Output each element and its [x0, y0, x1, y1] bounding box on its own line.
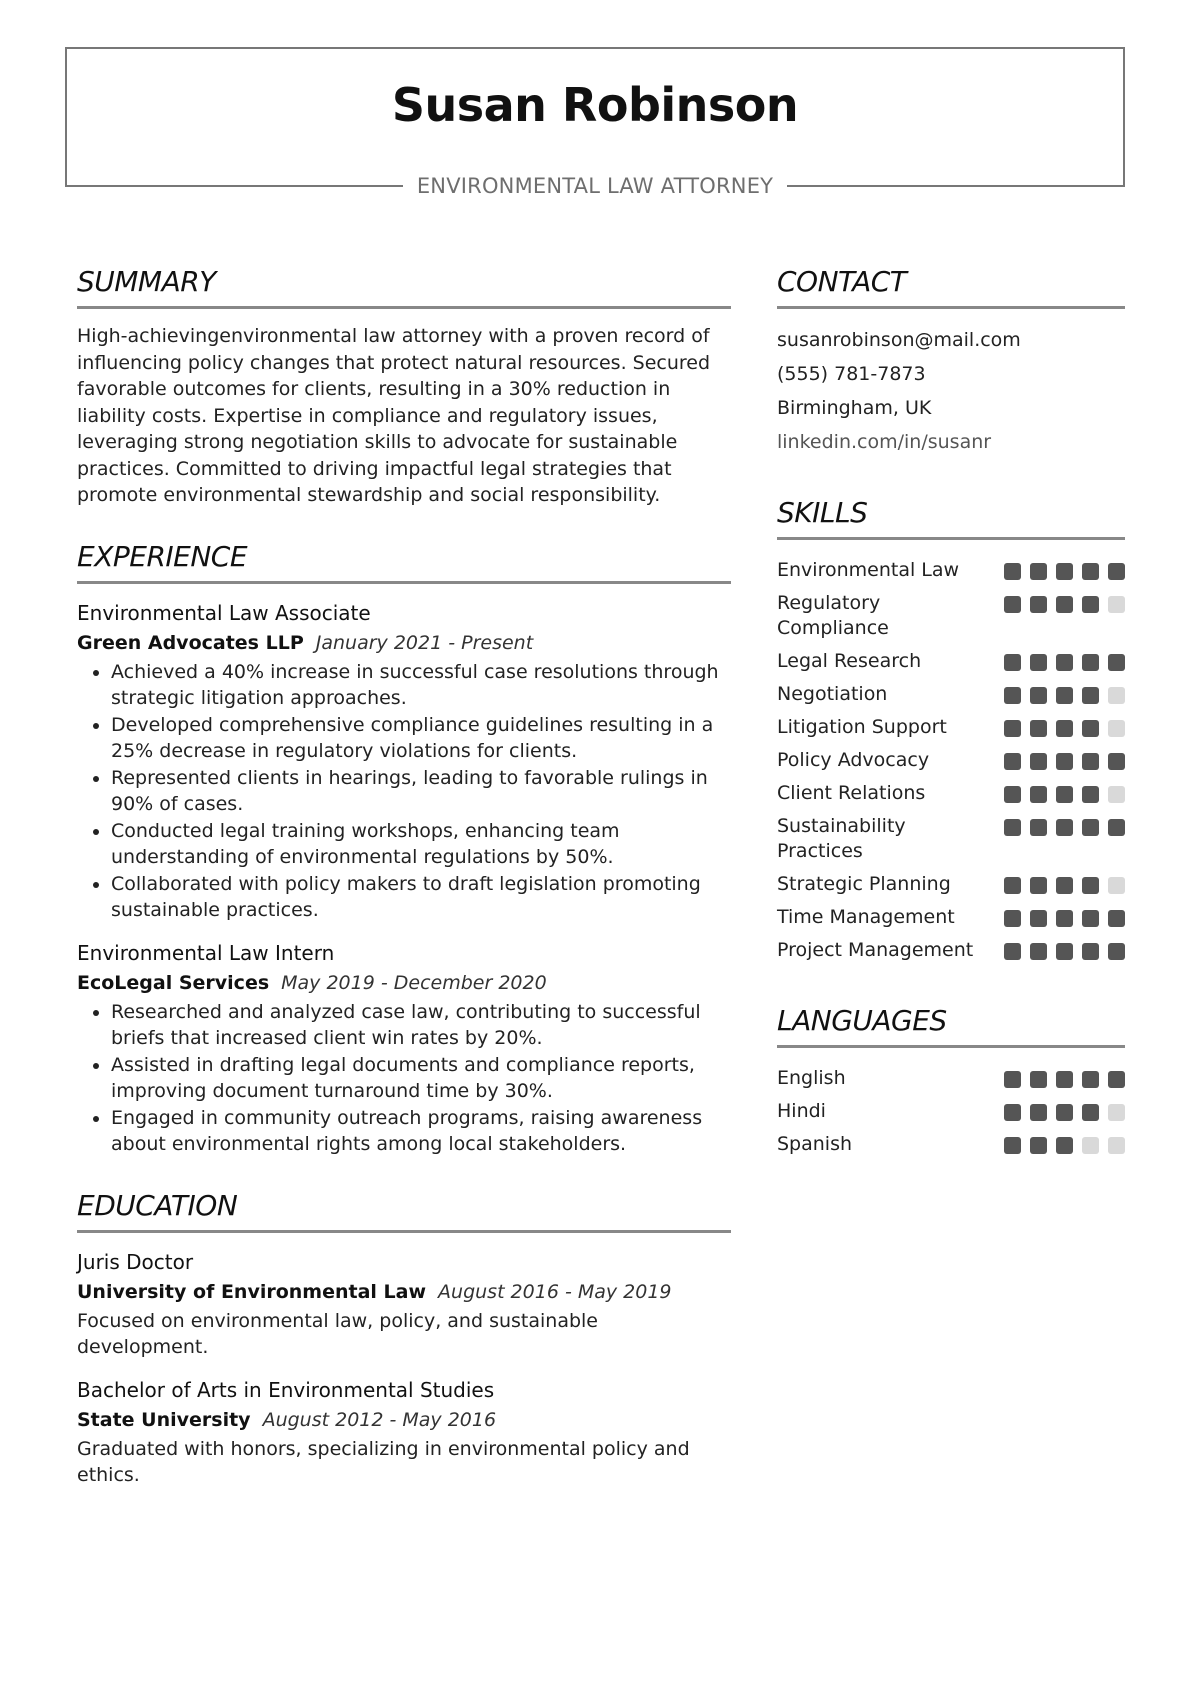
rating-dot-filled: [1030, 563, 1047, 580]
job-meta: [77, 628, 731, 659]
rating-dot-filled: [1056, 786, 1073, 803]
rating-dot-filled: [1004, 1137, 1021, 1154]
job-bullet: • Developed comprehensive compliance guidelines resulting in a 25% decrease in regulatory violations for clients.: [111, 712, 731, 765]
skill-row: [777, 901, 1125, 934]
skill-row-name: Negotiation: [777, 683, 888, 705]
education-section: [77, 1186, 731, 1489]
job-bullet: • Conducted legal training workshops, enhancing team understanding of environmental regulations by 50%.: [111, 818, 731, 871]
languages-section: [777, 1001, 1125, 1161]
skill-row: [777, 934, 1125, 967]
company-name: EcoLegal Services: [77, 971, 270, 994]
education-dates: August 2016 - May 2019: [438, 1280, 672, 1303]
rating-dot-filled: [1082, 563, 1099, 580]
job-bullet: • Engaged in community outreach programs, raising awareness about environmental rights among local stakeholders.: [111, 1105, 731, 1158]
rating-dot-filled: [1030, 877, 1047, 894]
candidate-name: Susan Robinson: [391, 78, 799, 132]
skill-row-rating: [1004, 645, 1125, 671]
job-bullet: • Researched and analyzed case law, contributing to successful briefs that increased client win rates by 20%.: [111, 999, 731, 1052]
rating-dot-empty: [1108, 1137, 1125, 1154]
skills-heading: SKILLS: [777, 493, 1125, 540]
job-bullet: • Represented clients in hearings, leading to favorable rulings in 90% of cases.: [111, 765, 731, 818]
rating-dot-filled: [1004, 596, 1021, 613]
education-entry: [77, 1375, 731, 1489]
rating-dot-filled: [1030, 654, 1047, 671]
rating-dot-filled: [1082, 910, 1099, 927]
sidebar-column: [777, 262, 1125, 1161]
job-bullet: • Achieved a 40% increase in successful case resolutions through strategic litigation approaches.: [111, 659, 731, 712]
skill-row-rating: [1004, 744, 1125, 770]
rating-dot-filled: [1056, 1137, 1073, 1154]
contact-location: Birmingham, UK: [777, 397, 932, 419]
rating-dot-filled: [1030, 753, 1047, 770]
rating-dot-filled: [1004, 1104, 1021, 1121]
skill-row-name: Legal Research: [777, 650, 922, 672]
rating-dot-filled: [1082, 596, 1099, 613]
contact-section: [777, 262, 1125, 459]
education-description: Focused on environmental law, policy, and sustainable development.: [77, 1309, 598, 1358]
skill-row-name: Regulatory Compliance: [777, 592, 889, 639]
rating-dot-empty: [1108, 596, 1125, 613]
education-meta: [77, 1405, 731, 1436]
skill-row: [777, 678, 1125, 711]
skill-row-rating: [1004, 711, 1125, 737]
rating-dot-filled: [1030, 720, 1047, 737]
rating-dot-filled: [1004, 720, 1021, 737]
language-row-name: English: [777, 1067, 846, 1089]
skill-row: [777, 868, 1125, 901]
skill-row-name: Sustainability Practices: [777, 815, 906, 862]
rating-dot-filled: [1082, 877, 1099, 894]
job-bullet: • Collaborated with policy makers to draft legislation promoting sustainable practices.: [111, 871, 731, 924]
language-row-rating: [1004, 1095, 1125, 1121]
rating-dot-filled: [1108, 910, 1125, 927]
header-rule-right: [787, 185, 1125, 187]
rating-dot-filled: [1004, 687, 1021, 704]
skill-row-name: Litigation Support: [777, 716, 947, 738]
education-heading: EDUCATION: [77, 1186, 731, 1233]
languages-list: [777, 1062, 1125, 1161]
main-column: [77, 262, 731, 1503]
rating-dot-filled: [1082, 786, 1099, 803]
rating-dot-filled: [1108, 563, 1125, 580]
education-meta: [77, 1277, 731, 1308]
degree-title: Bachelor of Arts in Environmental Studies: [77, 1377, 495, 1402]
rating-dot-filled: [1082, 1104, 1099, 1121]
rating-dot-filled: [1056, 687, 1073, 704]
language-row: [777, 1095, 1125, 1128]
skill-row-rating: [1004, 901, 1125, 927]
rating-dot-filled: [1056, 720, 1073, 737]
rating-dot-empty: [1108, 877, 1125, 894]
school-name: State University: [77, 1408, 251, 1431]
rating-dot-empty: [1082, 1137, 1099, 1154]
rating-dot-filled: [1056, 596, 1073, 613]
language-row-name: Spanish: [777, 1133, 853, 1155]
skill-row: [777, 587, 1125, 645]
summary-section: [77, 262, 731, 509]
skill-row: [777, 554, 1125, 587]
rating-dot-empty: [1108, 786, 1125, 803]
education-entry: [77, 1247, 731, 1361]
rating-dot-filled: [1004, 753, 1021, 770]
rating-dot-filled: [1004, 943, 1021, 960]
language-row-rating: [1004, 1128, 1125, 1154]
rating-dot-filled: [1030, 687, 1047, 704]
rating-dot-filled: [1056, 1071, 1073, 1088]
summary-heading: SUMMARY: [77, 262, 731, 309]
rating-dot-filled: [1030, 596, 1047, 613]
rating-dot-empty: [1108, 687, 1125, 704]
job-entry: [77, 598, 731, 924]
skill-row: [777, 777, 1125, 810]
skills-list: [777, 554, 1125, 967]
rating-dot-filled: [1030, 1137, 1047, 1154]
skill-row: [777, 711, 1125, 744]
languages-heading: LANGUAGES: [777, 1001, 1125, 1048]
skill-row-rating: [1004, 777, 1125, 803]
language-row: [777, 1128, 1125, 1161]
rating-dot-filled: [1108, 1071, 1125, 1088]
skill-row: [777, 645, 1125, 678]
rating-dot-filled: [1030, 910, 1047, 927]
school-name: University of Environmental Law: [77, 1280, 427, 1303]
skill-row-name: Time Management: [777, 906, 955, 928]
skill-row-rating: [1004, 678, 1125, 704]
rating-dot-empty: [1108, 1104, 1125, 1121]
rating-dot-filled: [1082, 654, 1099, 671]
header-rule-left: [65, 185, 403, 187]
job-dates: May 2019 - December 2020: [281, 971, 547, 994]
rating-dot-filled: [1082, 819, 1099, 836]
rating-dot-filled: [1004, 910, 1021, 927]
rating-dot-filled: [1108, 819, 1125, 836]
rating-dot-filled: [1056, 753, 1073, 770]
job-title-banner: ENVIRONMENTAL LAW ATTORNEY: [416, 174, 774, 198]
header-bottom-rule: [65, 172, 1125, 200]
contact-linkedin[interactable]: linkedin.com/in/susanr: [777, 431, 992, 453]
rating-dot-filled: [1056, 563, 1073, 580]
summary-text: High-achievingenvironmental law attorney with a proven record of influencing policy changes that protect natural resources. Secured favorable outcomes for clients, resulting in a 30% reduction in liability costs. Expertise in compliance and regulatory issues, leveraging strong negotiation skills to advocate for sustainable practices. Committed to driving impactful legal strategies that promote environmental stewardship and social responsibility.: [77, 325, 711, 506]
rating-dot-filled: [1108, 943, 1125, 960]
contact-phone: (555) 781-7873: [777, 363, 926, 385]
company-name: Green Advocates LLP: [77, 631, 304, 654]
rating-dot-filled: [1056, 654, 1073, 671]
rating-dot-filled: [1030, 943, 1047, 960]
job-dates: January 2021 - Present: [315, 631, 534, 654]
rating-dot-filled: [1056, 943, 1073, 960]
contact-email[interactable]: susanrobinson@mail.com: [777, 329, 1021, 351]
contact-heading: CONTACT: [777, 262, 1125, 309]
language-row-rating: [1004, 1062, 1125, 1088]
rating-dot-filled: [1056, 1104, 1073, 1121]
rating-dot-filled: [1082, 687, 1099, 704]
skill-row-rating: [1004, 868, 1125, 894]
language-row: [777, 1062, 1125, 1095]
language-row-name: Hindi: [777, 1100, 826, 1122]
experience-section: [77, 537, 731, 1158]
education-description: Graduated with honors, specializing in environmental policy and ethics.: [77, 1437, 690, 1486]
degree-title: Juris Doctor: [77, 1249, 194, 1274]
job-bullet: • Assisted in drafting legal documents and compliance reports, improving document turnaround time by 30%.: [111, 1052, 731, 1105]
rating-dot-empty: [1108, 720, 1125, 737]
skill-row-rating: [1004, 587, 1125, 613]
job-bullets: [77, 659, 731, 924]
rating-dot-filled: [1004, 819, 1021, 836]
rating-dot-filled: [1056, 877, 1073, 894]
rating-dot-filled: [1082, 1071, 1099, 1088]
job-title: Environmental Law Associate: [77, 600, 371, 625]
skill-row-name: Strategic Planning: [777, 873, 951, 895]
skill-row-rating: [1004, 810, 1125, 836]
job-title: Environmental Law Intern: [77, 940, 335, 965]
job-entry: [77, 938, 731, 1158]
rating-dot-filled: [1082, 720, 1099, 737]
rating-dot-filled: [1004, 563, 1021, 580]
experience-heading: EXPERIENCE: [77, 537, 731, 584]
rating-dot-filled: [1004, 1071, 1021, 1088]
rating-dot-filled: [1030, 819, 1047, 836]
skill-row: [777, 744, 1125, 777]
rating-dot-filled: [1004, 654, 1021, 671]
rating-dot-filled: [1004, 877, 1021, 894]
skill-row-name: Project Management: [777, 939, 974, 961]
job-meta: [77, 968, 731, 999]
skills-section: [777, 493, 1125, 967]
skill-row-rating: [1004, 934, 1125, 960]
rating-dot-filled: [1030, 1071, 1047, 1088]
skill-row: [777, 810, 1125, 868]
skill-row-rating: [1004, 554, 1125, 580]
skill-row-name: Environmental Law: [777, 559, 960, 581]
rating-dot-filled: [1108, 654, 1125, 671]
rating-dot-filled: [1030, 1104, 1047, 1121]
rating-dot-filled: [1030, 786, 1047, 803]
skill-row-name: Client Relations: [777, 782, 926, 804]
job-bullets: [77, 999, 731, 1158]
education-dates: August 2012 - May 2016: [262, 1408, 497, 1431]
rating-dot-filled: [1108, 753, 1125, 770]
rating-dot-filled: [1004, 786, 1021, 803]
skill-row-name: Policy Advocacy: [777, 749, 930, 771]
rating-dot-filled: [1082, 943, 1099, 960]
rating-dot-filled: [1056, 819, 1073, 836]
rating-dot-filled: [1056, 910, 1073, 927]
rating-dot-filled: [1082, 753, 1099, 770]
